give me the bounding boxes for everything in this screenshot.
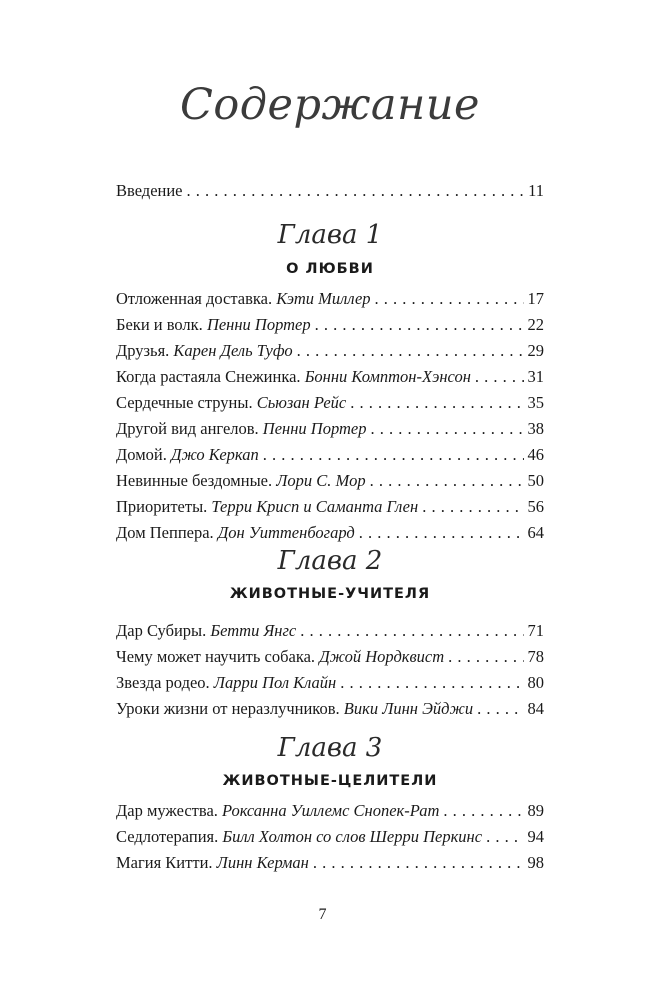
leader-dots <box>375 288 524 310</box>
entry-author: Джой Нордквист <box>319 647 445 666</box>
entry-page-number: 84 <box>527 699 544 718</box>
entry-title: Уроки жизни от неразлучников. <box>116 699 340 718</box>
leader-dots <box>359 522 524 544</box>
entry-author: Сьюзан Рейс <box>256 393 347 412</box>
toc-entry[interactable] <box>116 646 544 668</box>
leader-dots <box>422 496 523 518</box>
entry-author: Бонни Комптон-Хэнсон <box>304 367 471 386</box>
toc-entry[interactable] <box>116 470 544 492</box>
entry-title: Приоритеты. <box>116 497 208 516</box>
chapter-heading: Глава 1 <box>277 220 383 250</box>
entry-page-number: 17 <box>527 289 544 308</box>
entry-page-number: 64 <box>527 523 544 542</box>
entry-page-number: 50 <box>527 471 544 490</box>
leader-dots <box>443 800 523 822</box>
entry-title: Сердечные струны. <box>116 393 253 412</box>
entry-title: Друзья. <box>116 341 170 360</box>
entry-page-number: 98 <box>527 853 544 872</box>
toc-entry[interactable] <box>116 522 544 544</box>
entry-author: Дон Уиттенбогард <box>217 523 355 542</box>
entry-author: Карен Дель Туфо <box>173 341 293 360</box>
chapter-heading: Глава 2 <box>277 546 383 576</box>
entry-author: Бетти Янгс <box>210 621 297 640</box>
leader-dots <box>350 392 523 414</box>
entry-page-number: 94 <box>527 827 544 846</box>
toc-entry[interactable] <box>116 366 544 388</box>
toc-entry[interactable] <box>116 288 544 310</box>
entry-title: Магия Китти. <box>116 853 213 872</box>
entry-title: Чему может научить собака. <box>116 647 316 666</box>
entry-author: Вики Линн Эйджи <box>343 699 474 718</box>
toc-entry[interactable] <box>116 620 544 642</box>
toc-entry[interactable] <box>116 826 544 848</box>
entry-author: Пенни Портер <box>206 315 311 334</box>
entry-title: Беки и волк. <box>116 315 203 334</box>
toc-entry[interactable] <box>116 340 544 362</box>
toc-entry[interactable] <box>116 392 544 414</box>
toc-entry[interactable] <box>116 852 544 874</box>
entry-author: Терри Крисп и Саманта Глен <box>211 497 419 516</box>
entry-page-number: 11 <box>528 181 544 200</box>
entry-page-number: 31 <box>527 367 544 386</box>
leader-dots <box>370 418 523 440</box>
leader-dots <box>486 826 523 848</box>
entry-author: Кэти Миллер <box>276 289 371 308</box>
entry-page-number: 78 <box>527 647 544 666</box>
page-number: 7 <box>318 906 327 923</box>
entry-title: Дар мужества. <box>116 801 218 820</box>
leader-dots <box>187 180 525 202</box>
entry-author: Лори С. Мор <box>276 471 366 490</box>
toc-entry[interactable] <box>116 698 544 720</box>
entry-title: Седлотерапия. <box>116 827 219 846</box>
leader-dots <box>340 672 523 694</box>
entry-title: Домой. <box>116 445 167 464</box>
entry-page-number: 71 <box>527 621 544 640</box>
entry-title: Невинные бездомные. <box>116 471 273 490</box>
entry-author: Пенни Портер <box>262 419 367 438</box>
entry-title: Другой вид ангелов. <box>116 419 259 438</box>
entry-page-number: 38 <box>527 419 544 438</box>
entry-page-number: 89 <box>527 801 544 820</box>
entry-title: Когда растаяла Снежинка. <box>116 367 301 386</box>
entry-title: Звезда родео. <box>116 673 210 692</box>
leader-dots <box>300 620 523 642</box>
entry-author: Джо Керкап <box>170 445 259 464</box>
entry-page-number: 22 <box>527 315 544 334</box>
leader-dots <box>297 340 524 362</box>
toc-entry[interactable] <box>116 444 544 466</box>
leader-dots <box>313 852 524 874</box>
entry-author: Ларри Пол Клайн <box>213 673 337 692</box>
entry-page-number: 29 <box>527 341 544 360</box>
toc-entry[interactable] <box>116 418 544 440</box>
leader-dots <box>263 444 524 466</box>
entry-title: Введение <box>116 181 183 200</box>
chapter-subtitle: О ЛЮБВИ <box>286 261 374 277</box>
entry-page-number: 35 <box>527 393 544 412</box>
leader-dots <box>315 314 524 336</box>
entry-author: Билл Холтон со слов Шерри Перкинс <box>222 827 483 846</box>
toc-entry[interactable] <box>116 800 544 822</box>
toc-entry-intro[interactable] <box>116 180 544 202</box>
leader-dots <box>477 698 523 720</box>
entry-title: Дар Субиры. <box>116 621 207 640</box>
chapter-subtitle: ЖИВОТНЫЕ-УЧИТЕЛЯ <box>229 586 431 602</box>
toc-entry[interactable] <box>116 496 544 518</box>
chapter-subtitle: ЖИВОТНЫЕ-ЦЕЛИТЕЛИ <box>222 773 438 789</box>
entry-author: Роксанна Уиллемс Снопек-Рат <box>222 801 440 820</box>
leader-dots <box>370 470 524 492</box>
entry-page-number: 80 <box>527 673 544 692</box>
toc-entry[interactable] <box>116 672 544 694</box>
toc-title: Содержание <box>180 80 480 130</box>
entry-title: Дом Пеппера. <box>116 523 214 542</box>
toc-entry[interactable] <box>116 314 544 336</box>
leader-dots <box>448 646 523 668</box>
entry-page-number: 56 <box>527 497 544 516</box>
leader-dots <box>475 366 524 388</box>
entry-author: Линн Керман <box>216 853 309 872</box>
entry-title: Отложенная доставка. <box>116 289 273 308</box>
chapter-heading: Глава 3 <box>277 733 383 763</box>
entry-page-number: 46 <box>527 445 544 464</box>
